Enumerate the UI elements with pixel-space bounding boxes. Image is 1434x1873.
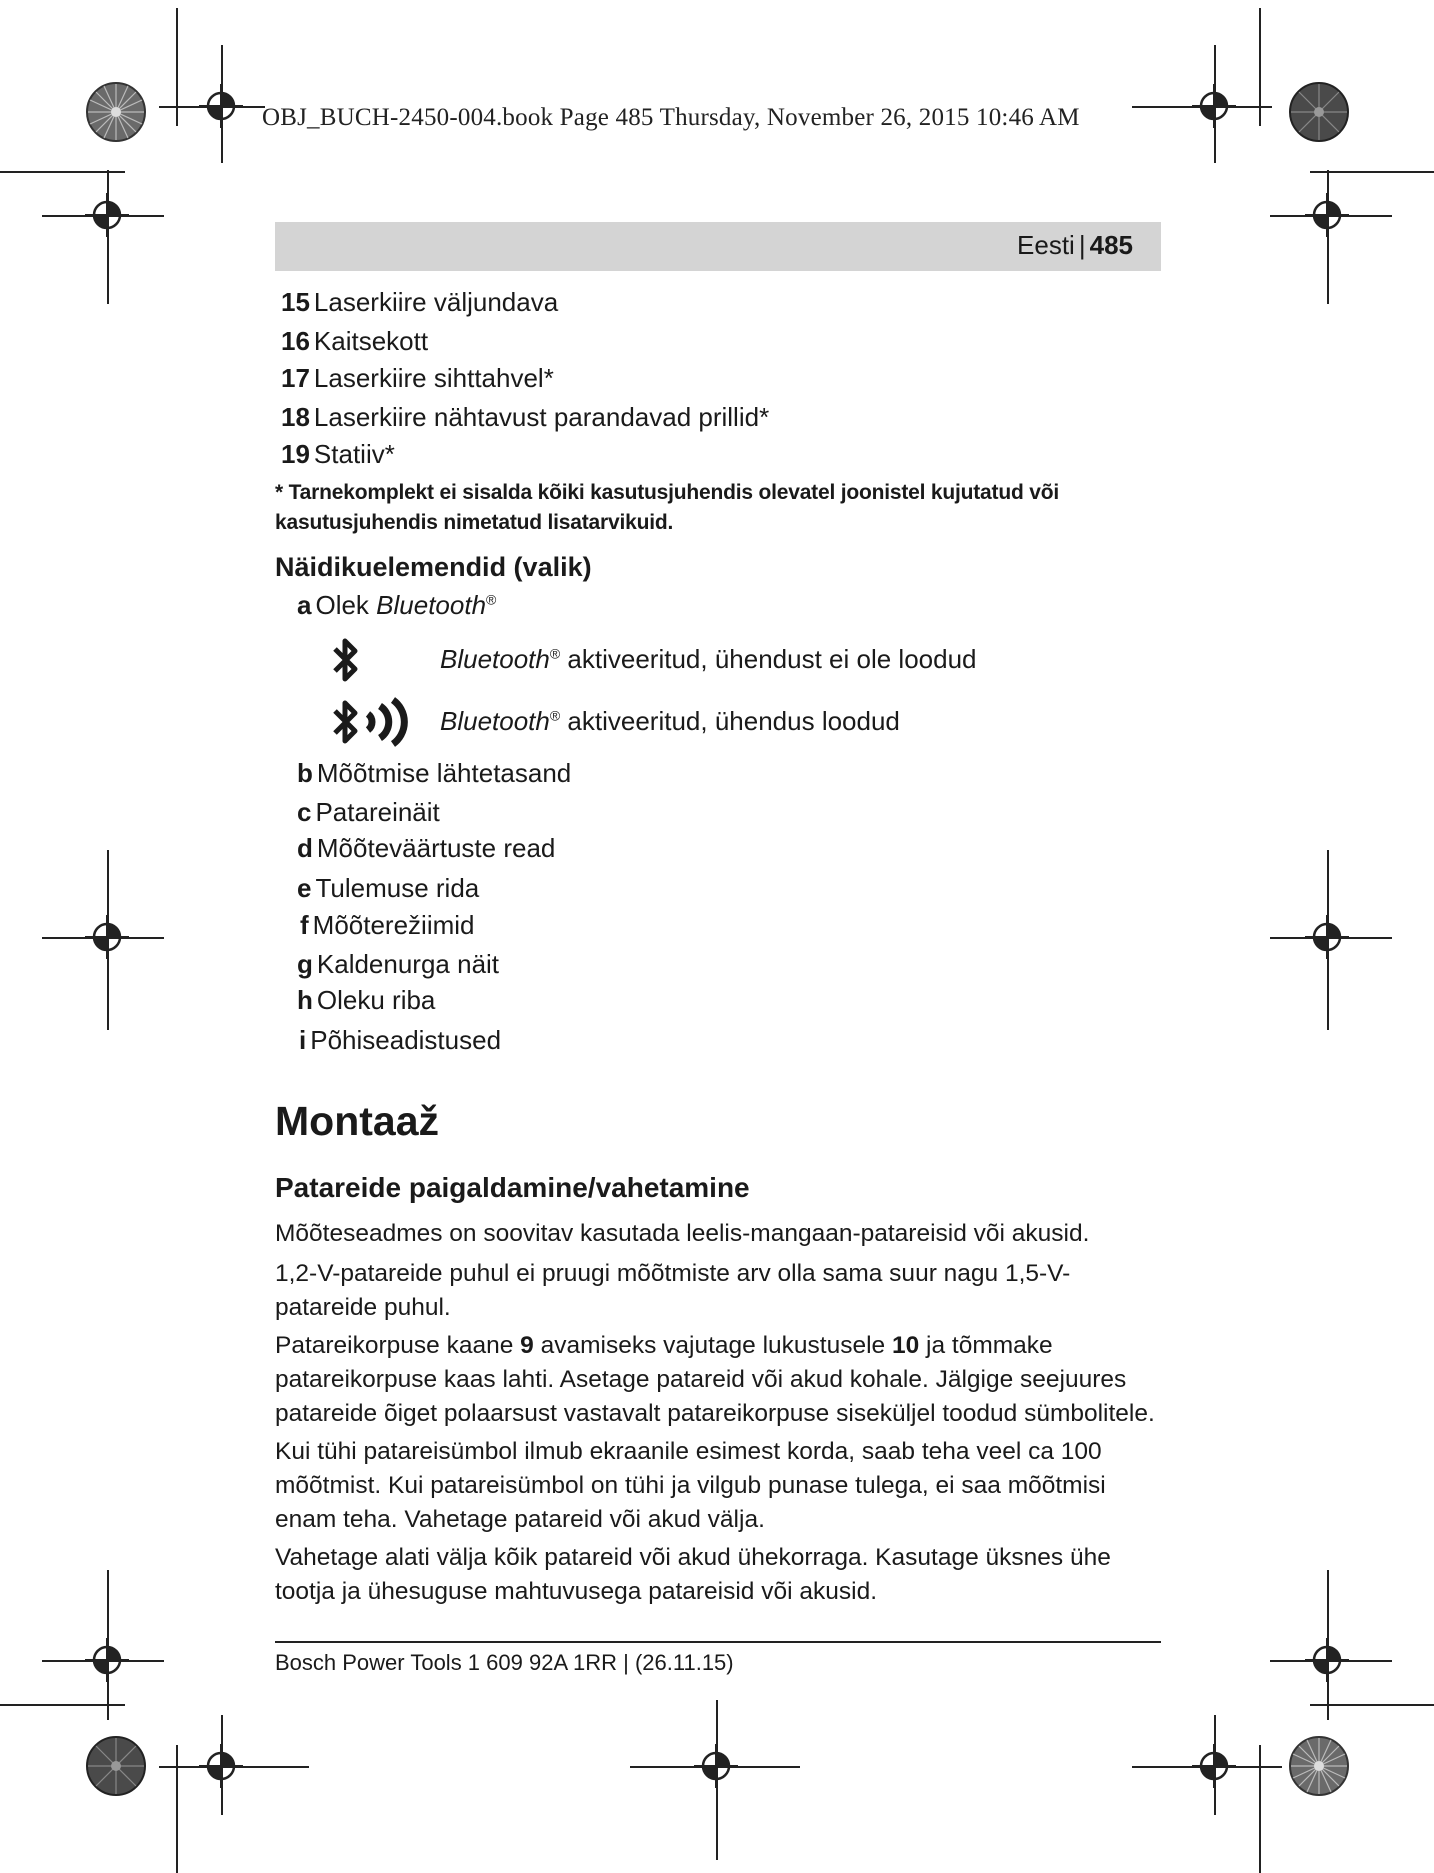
bluetooth-connected-icon	[325, 697, 425, 747]
section-title: Montaaž	[275, 1098, 439, 1144]
display-item: f Mõõterežiimid	[300, 910, 475, 940]
page-header-band	[275, 222, 1161, 271]
registration-target-icon	[85, 915, 129, 959]
display-elements-heading: Näidikuelemendid (valik)	[275, 552, 592, 582]
registration-target-icon	[85, 1638, 129, 1682]
subsection-title: Patareide paigaldamine/vahetamine	[275, 1172, 750, 1203]
bluetooth-connected-row	[325, 697, 1025, 747]
component-item: 16 Kaitsekott	[281, 326, 429, 356]
display-item: h Oleku riba	[297, 985, 436, 1015]
print-dial-icon	[1289, 82, 1349, 142]
registration-target-icon	[85, 193, 129, 237]
print-dial-icon	[86, 82, 146, 142]
print-header: OBJ_BUCH-2450-004.book Page 485 Thursday, November 26, 2015 10:46 AM	[262, 104, 1080, 131]
bluetooth-status-text: Bluetooth® aktiveeritud, ühendust ei ole loodud	[440, 644, 977, 674]
component-item: 18 Laserkiire nähtavust parandavad prillid*	[281, 402, 770, 432]
registration-target-icon	[199, 84, 243, 128]
component-item: 15 Laserkiire väljundava	[281, 287, 559, 317]
display-item: i Põhiseadistused	[299, 1025, 502, 1055]
registration-target-icon	[1305, 915, 1349, 959]
paragraph: Vahetage alati välja kõik patareid või akud ühekorraga. Kasutage üksnes ühe tootja ja ühesuguse mahtuvusega patareisid või akusid.	[275, 1544, 1111, 1605]
component-item: 17 Laserkiire sihttahvel*	[281, 363, 554, 393]
registration-target-icon	[199, 1744, 243, 1788]
page-footer: Bosch Power Tools 1 609 92A 1RR | (26.11.15)	[275, 1650, 734, 1675]
registration-target-icon	[1192, 84, 1236, 128]
print-dial-icon	[1289, 1736, 1349, 1796]
display-item: e Tulemuse rida	[297, 873, 480, 903]
component-item: 19 Statiiv*	[281, 439, 395, 469]
display-item: d Mõõteväärtuste read	[297, 833, 556, 863]
page-language: Eesti	[1017, 230, 1075, 260]
paragraph: Patareikorpuse kaane 9 avamiseks vajutage lukustusele 10 ja tõmmake patareikorpuse kaas lahti. Asetage patareid või akud kohale. Jälgige seejuures patareide õiget polaarsust vastavalt patareikorpuse siseküljel toodud sümbolitele.	[275, 1332, 1155, 1427]
bluetooth-status-row	[325, 635, 1025, 685]
print-dial-icon	[86, 1736, 146, 1796]
registration-target-icon	[1192, 1744, 1236, 1788]
registration-target-icon	[1305, 1638, 1349, 1682]
footer-rule	[275, 1641, 1161, 1643]
display-item: b Mõõtmise lähtetasand	[297, 758, 572, 788]
paragraph: Kui tühi patareisümbol ilmub ekraanile esimest korda, saab teha veel ca 100 mõõtmist. Kui patareisümbol on tühi ja vilgub punase tulega, ei saa mõõtmisi enam teha. Vahetage patareid või akud välja.	[275, 1438, 1106, 1533]
paragraph: 1,2-V-patareide puhul ei pruugi mõõtmiste arv olla sama suur nagu 1,5-V-patareide puhul.	[275, 1260, 1071, 1321]
paragraph: Mõõteseadmes on soovitav kasutada leelis-mangaan-patareisid või akusid.	[275, 1220, 1090, 1247]
display-item: g Kaldenurga näit	[297, 949, 500, 979]
registration-target-icon	[694, 1744, 738, 1788]
bluetooth-connected-text: Bluetooth® aktiveeritud, ühendus loodud	[440, 706, 900, 736]
display-item-a: a Olek Bluetooth®	[297, 590, 497, 620]
registration-target-icon	[1305, 193, 1349, 237]
display-item: c Patareinäit	[297, 797, 440, 827]
footnote: * Tarnekomplekt ei sisalda kõiki kasutusjuhendis olevatel joonistel kujutatud või kasutusjuhendis nimetatud lisatarvikuid.	[275, 481, 1059, 535]
page-header: Eesti | 485	[1017, 230, 1133, 260]
bluetooth-icon	[325, 635, 365, 685]
page-number: 485	[1089, 230, 1133, 260]
